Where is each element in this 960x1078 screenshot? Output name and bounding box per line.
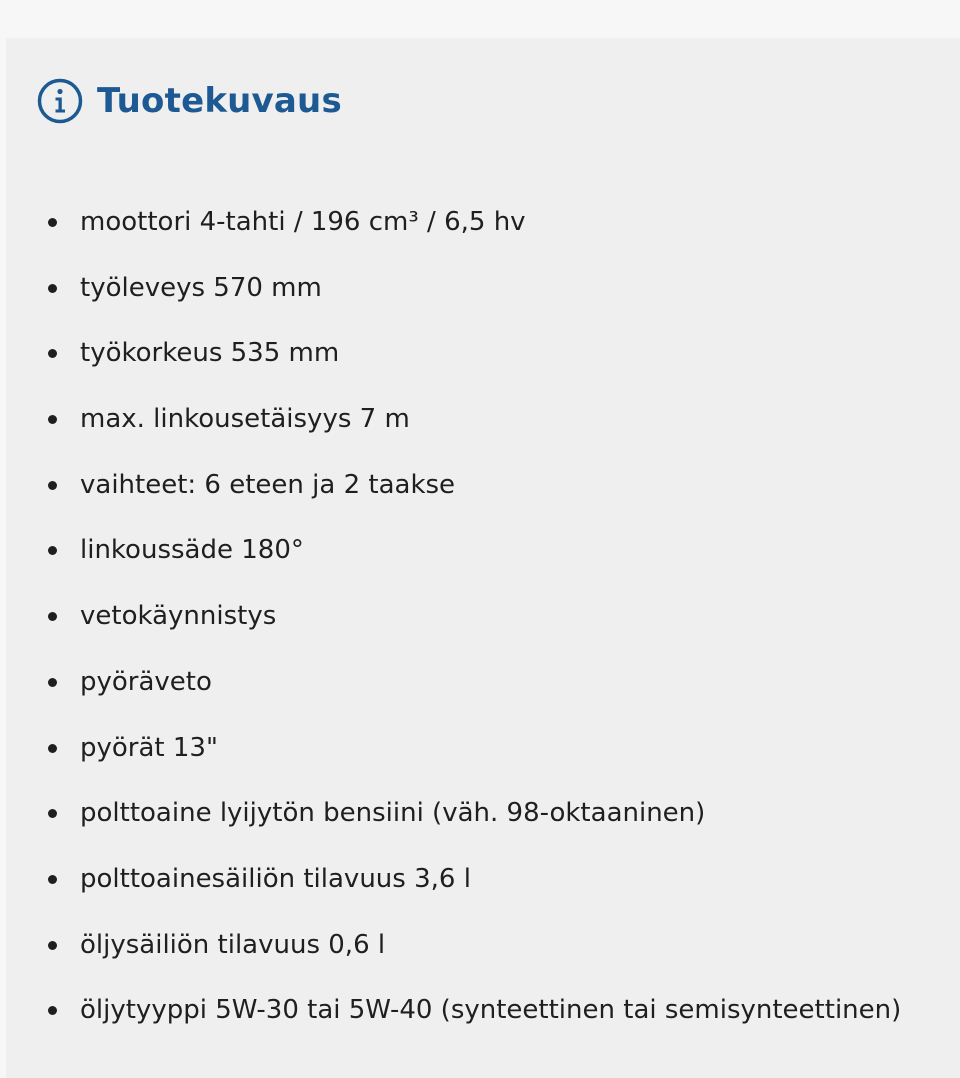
list-item-text: öljytyyppi 5W-30 tai 5W-40 (synteettinen tai semisynteettinen) xyxy=(80,995,902,1026)
bullet xyxy=(48,875,57,884)
list-item xyxy=(6,781,960,847)
bullet xyxy=(48,349,57,358)
bullet xyxy=(48,744,57,753)
list-item xyxy=(6,453,960,519)
bullet xyxy=(48,1006,57,1015)
bullet xyxy=(48,284,57,293)
list-item-text: moottori 4-tahti / 196 cm³ / 6,5 hv xyxy=(80,207,526,237)
list-item xyxy=(6,650,960,716)
list-item-text: pyörät 13" xyxy=(80,732,218,763)
list-item-text: vaihteet: 6 eteen ja 2 taakse xyxy=(80,469,456,500)
list-item-text: max. linkousetäisyys 7 m xyxy=(80,404,410,435)
list-item xyxy=(6,190,960,256)
list-item-text: polttoaine lyijytön bensiini (väh. 98-oktaaninen) xyxy=(80,798,706,829)
list-item xyxy=(6,518,960,584)
list-item xyxy=(6,913,960,979)
list-item xyxy=(6,387,960,453)
bullet xyxy=(48,481,57,490)
bullet xyxy=(48,218,57,227)
list-item-text: polttoainesäiliön tilavuus 3,6 l xyxy=(80,863,471,894)
bullet xyxy=(48,809,57,818)
feature-list xyxy=(6,190,960,1044)
list-item xyxy=(6,256,960,322)
list-item-text: öljysäiliön tilavuus 0,6 l xyxy=(80,929,386,960)
list-item-text: työkorkeus 535 mm xyxy=(80,338,340,369)
bullet xyxy=(48,612,57,621)
bullet xyxy=(48,546,57,555)
list-item xyxy=(6,584,960,650)
list-item-text: työleveys 570 mm xyxy=(80,272,322,303)
list-item xyxy=(6,847,960,913)
section-title: Tuotekuvaus xyxy=(97,81,342,121)
list-item-text: vetokäynnistys xyxy=(80,601,277,632)
section-header xyxy=(37,78,342,124)
list-item xyxy=(6,978,960,1044)
bullet xyxy=(48,941,57,950)
product-description-panel xyxy=(6,38,960,1078)
info-icon xyxy=(37,78,83,124)
bullet xyxy=(48,678,57,687)
list-item xyxy=(6,716,960,782)
list-item xyxy=(6,321,960,387)
bullet xyxy=(48,415,57,424)
list-item-text: linkoussäde 180° xyxy=(80,535,304,566)
list-item-text: pyöräveto xyxy=(80,666,212,697)
